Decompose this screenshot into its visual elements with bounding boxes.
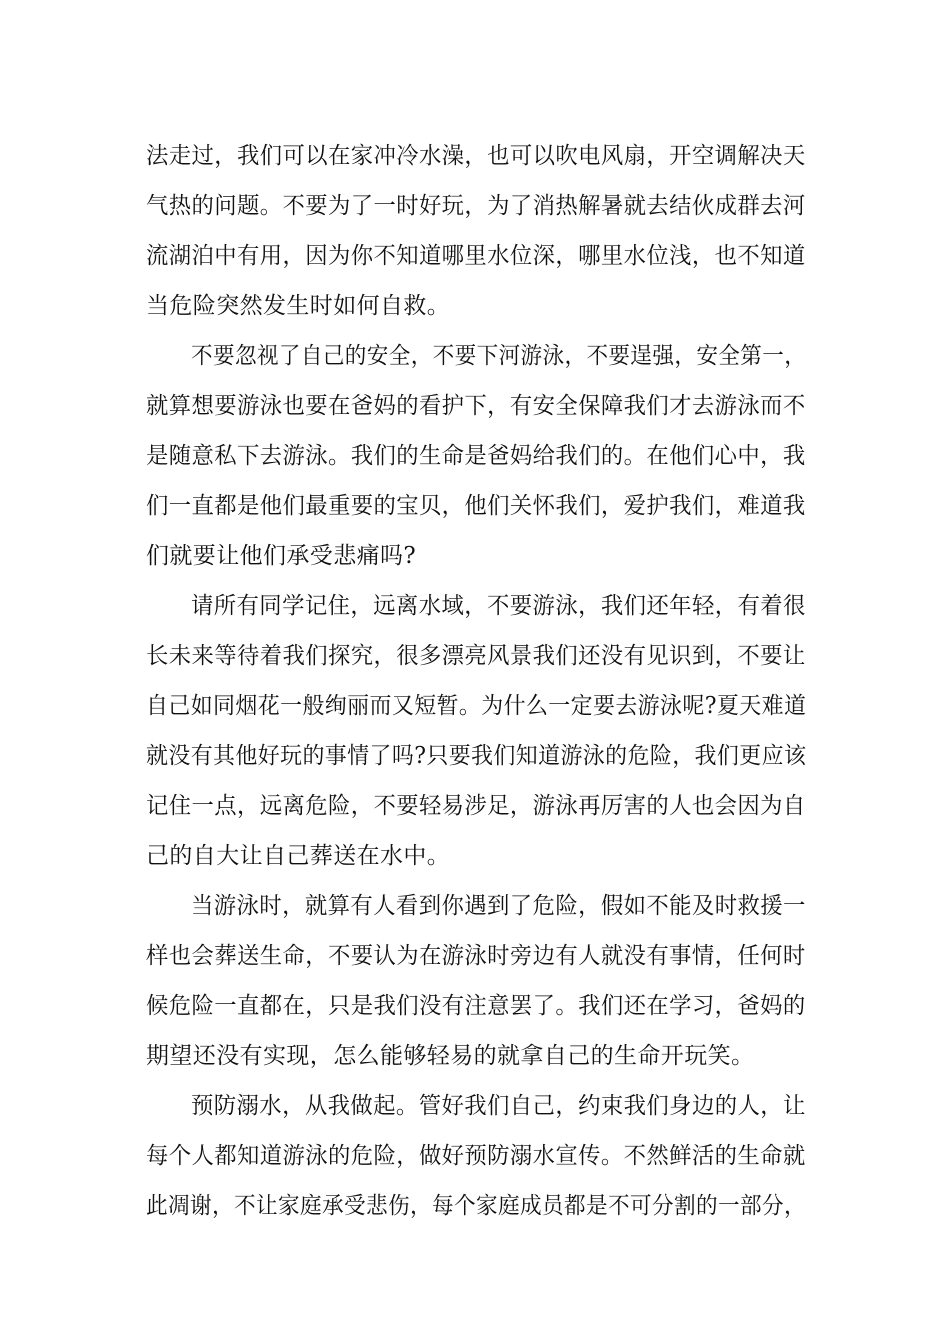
text-line: 们一直都是他们最重要的宝贝，他们关怀我们，爱护我们，难道我 bbox=[146, 493, 806, 519]
text-line: 们就要让他们承受悲痛吗? bbox=[146, 543, 417, 569]
paragraph-first-line: 预防溺水，从我做起。管好我们自己，约束我们身边的人，让 bbox=[191, 1093, 806, 1119]
text-line: 流湖泊中有用，因为你不知道哪里水位深，哪里水位浅，也不知道 bbox=[146, 243, 806, 269]
text-line: 样也会葬送生命，不要认为在游泳时旁边有人就没有事情，任何时 bbox=[146, 943, 806, 969]
text-line: 就算想要游泳也要在爸妈的看护下，有安全保障我们才去游泳而不 bbox=[146, 393, 806, 419]
text-line: 期望还没有实现，怎么能够轻易的就拿自己的生命开玩笑。 bbox=[146, 1043, 755, 1069]
text-line: 当危险突然发生时如何自救。 bbox=[146, 293, 451, 319]
text-line: 此凋谢，不让家庭承受悲伤，每个家庭成员都是不可分割的一部分， bbox=[146, 1193, 807, 1219]
text-line: 法走过，我们可以在家冲冷水澡，也可以吹电风扇，开空调解决天 bbox=[146, 143, 806, 169]
text-line: 己的自大让自己葬送在水中。 bbox=[146, 843, 451, 869]
text-line: 就没有其他好玩的事情了吗?只要我们知道游泳的危险，我们更应该 bbox=[146, 743, 807, 769]
paragraph-first-line: 当游泳时，就算有人看到你遇到了危险，假如不能及时救援一 bbox=[191, 893, 806, 919]
text-line: 记住一点，远离危险，不要轻易涉足，游泳再厉害的人也会因为自 bbox=[146, 793, 806, 819]
text-line: 自己如同烟花一般绚丽而又短暂。为什么一定要去游泳呢?夏天难道 bbox=[146, 693, 807, 719]
text-line: 长未来等待着我们探究，很多漂亮风景我们还没有见识到，不要让 bbox=[146, 643, 806, 669]
text-line: 气热的问题。不要为了一时好玩，为了消热解暑就去结伙成群去河 bbox=[146, 193, 806, 219]
text-line: 候危险一直都在，只是我们没有注意罢了。我们还在学习，爸妈的 bbox=[146, 993, 806, 1019]
text-line: 是随意私下去游泳。我们的生命是爸妈给我们的。在他们心中，我 bbox=[146, 443, 806, 469]
paragraph-first-line: 请所有同学记住，远离水域，不要游泳，我们还年轻，有着很 bbox=[191, 593, 806, 619]
text-line: 每个人都知道游泳的危险，做好预防溺水宣传。不然鲜活的生命就 bbox=[146, 1143, 806, 1169]
paragraph-first-line: 不要忽视了自己的安全，不要下河游泳，不要逞强，安全第一， bbox=[191, 343, 807, 369]
